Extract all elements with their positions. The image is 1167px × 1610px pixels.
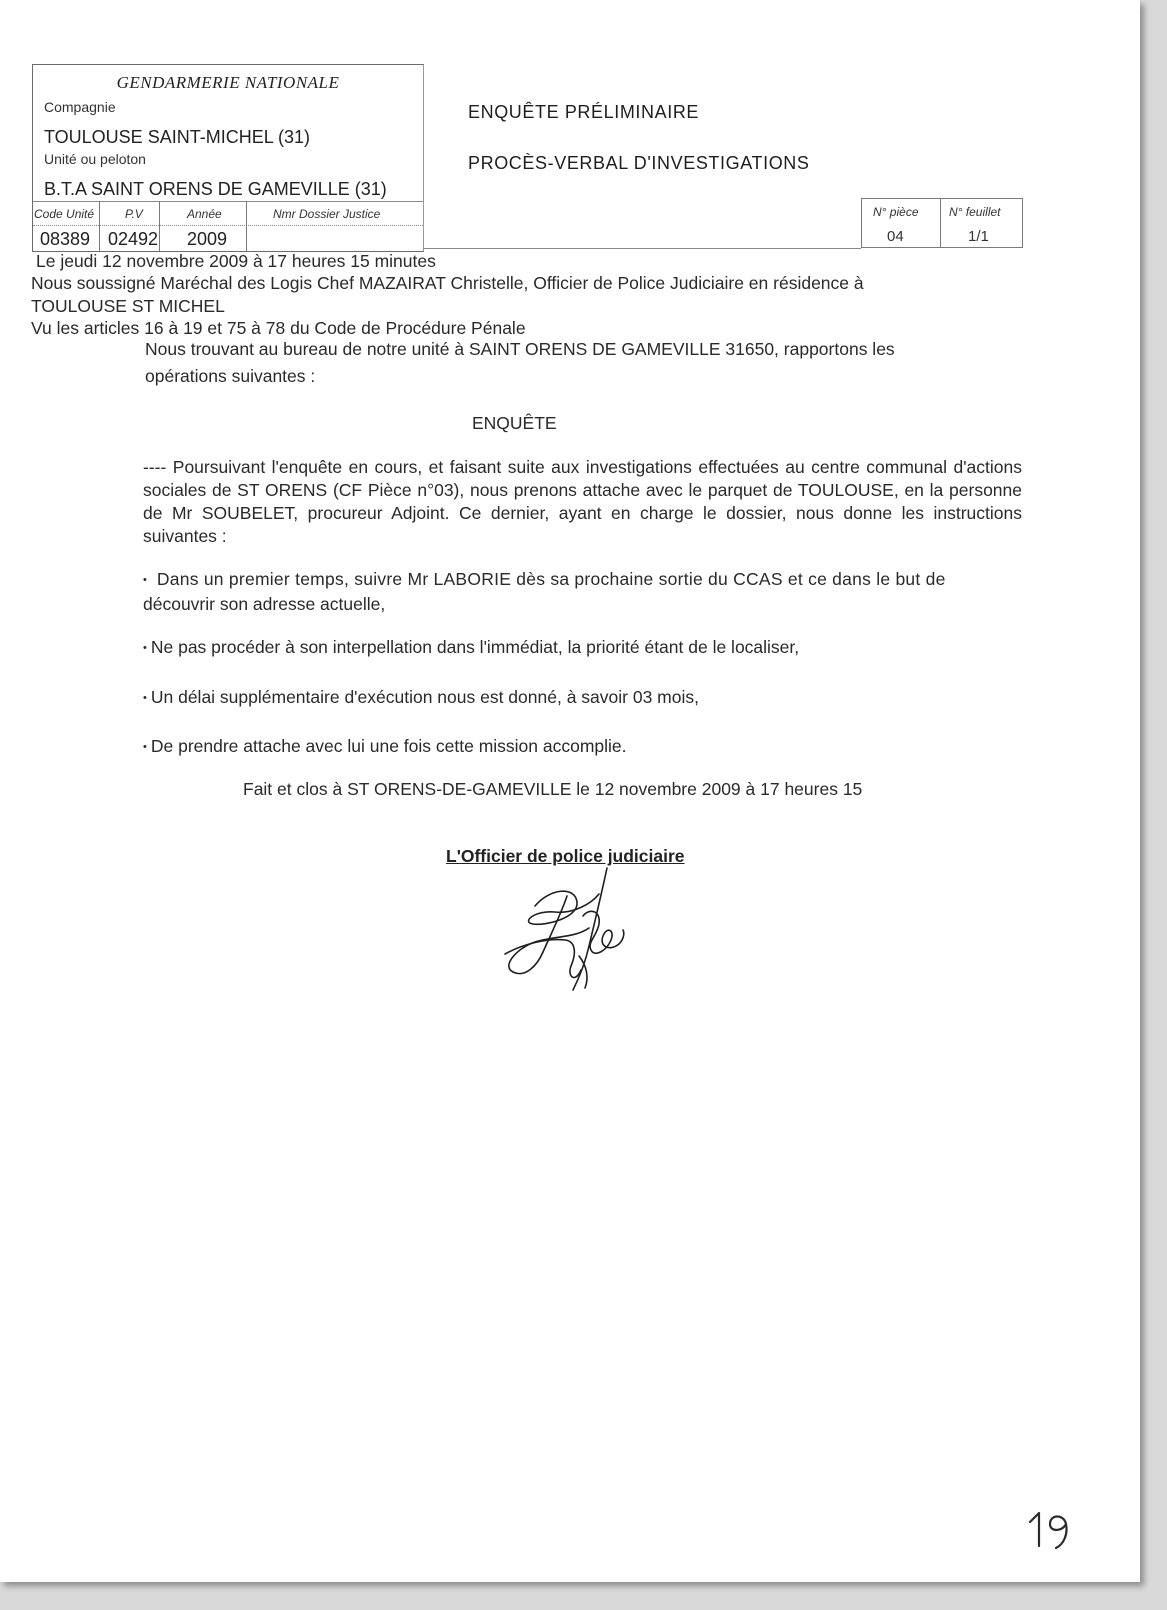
unite-value: B.T.A SAINT ORENS DE GAMEVILLE (31) <box>44 179 387 199</box>
header-row-divider <box>33 225 423 226</box>
annee-value: 2009 <box>187 229 228 249</box>
header-underline <box>423 248 861 249</box>
articles-line: Vu les articles 16 à 19 et 75 à 78 du Code de Procédure Pénale <box>31 318 526 338</box>
officer-line-1: Nous soussigné Maréchal des Logis Chef MAZAIRAT Christelle, Officier de Police Judiciaire en résidence à <box>31 273 864 293</box>
annee-label: Année <box>187 207 222 221</box>
section-title: ENQUÊTE <box>472 413 557 433</box>
closing-line: Fait et clos à ST ORENS-DE-GAMEVILLE le 12 novembre 2009 à 17 heures 15 <box>243 779 863 799</box>
location-line-2: opérations suivantes : <box>145 366 316 386</box>
bullet-glyph: • <box>143 574 147 586</box>
col-divider <box>99 201 100 251</box>
feuillet-value: 1/1 <box>968 228 989 245</box>
unite-label: Unité ou peloton <box>44 151 146 167</box>
pv-label: P.V <box>125 207 143 221</box>
col-divider <box>246 201 247 251</box>
piece-box-divider <box>940 199 941 247</box>
header-divider <box>33 201 423 202</box>
piece-label: N° pièce <box>873 205 919 219</box>
organisation-name: GENDARMERIE NATIONALE <box>116 73 340 92</box>
officer-line-2: TOULOUSE ST MICHEL <box>31 296 225 316</box>
piece-box <box>861 198 1023 248</box>
enquete-type-title: ENQUÊTE PRÉLIMINAIRE <box>468 102 700 122</box>
instruction-item <box>143 736 627 757</box>
unit-header-box <box>32 64 424 252</box>
bullet-glyph: • <box>143 741 147 753</box>
instruction-text: Ne pas procéder à son interpellation dans l'immédiat, la priorité étant de le localiser, <box>150 637 800 657</box>
main-paragraph: ---- Poursuivant l'enquête en cours, et faisant suite aux investigations effectuées au centre communal d'actions sociales de ST ORENS (CF Pièce n°03), nous prenons attache avec le parquet de TOULOUSE, en la personne de Mr SOUBELET, procureur Adjoint. Ce dernier, ayant en charge le dossier, nous donne les instructions suivantes : <box>143 457 1022 546</box>
pv-value: 02492 <box>108 229 159 249</box>
code-unite-label: Code Unité <box>34 207 95 221</box>
instruction-item <box>143 687 699 708</box>
feuillet-label: N° feuillet <box>949 205 1001 219</box>
handwritten-page-number-19 <box>1026 1510 1078 1552</box>
pv-type-title: PROCÈS-VERBAL D'INVESTIGATIONS <box>468 153 810 173</box>
bullet-glyph: • <box>143 642 147 654</box>
compagnie-value: TOULOUSE SAINT-MICHEL (31) <box>44 127 311 147</box>
instruction-item <box>143 569 946 590</box>
instruction-item <box>143 637 799 658</box>
instruction-text: Dans un premier temps, suivre Mr LABORIE dès sa prochaine sortie du CCAS et ce dans le but de <box>156 569 946 589</box>
col-divider <box>159 201 160 251</box>
instruction-text: De prendre attache avec lui une fois cette mission accomplie. <box>150 736 627 756</box>
location-line-1: Nous trouvant au bureau de notre unité à SAINT ORENS DE GAMEVILLE 31650, rapportons les <box>145 339 895 359</box>
dossier-label: Nmr Dossier Justice <box>273 207 381 221</box>
date-line: Le jeudi 12 novembre 2009 à 17 heures 15 minutes <box>36 251 436 271</box>
bullet-glyph: • <box>143 692 147 704</box>
piece-value: 04 <box>887 228 904 245</box>
instruction-continuation: découvrir son adresse actuelle, <box>143 594 386 614</box>
instruction-text: Un délai supplémentaire d'exécution nous est donné, à savoir 03 mois, <box>150 687 699 707</box>
signature-title: L'Officier de police judiciaire <box>446 846 685 866</box>
handwritten-signature <box>495 866 635 996</box>
code-unite-value: 08389 <box>40 229 91 249</box>
compagnie-label: Compagnie <box>44 99 116 115</box>
